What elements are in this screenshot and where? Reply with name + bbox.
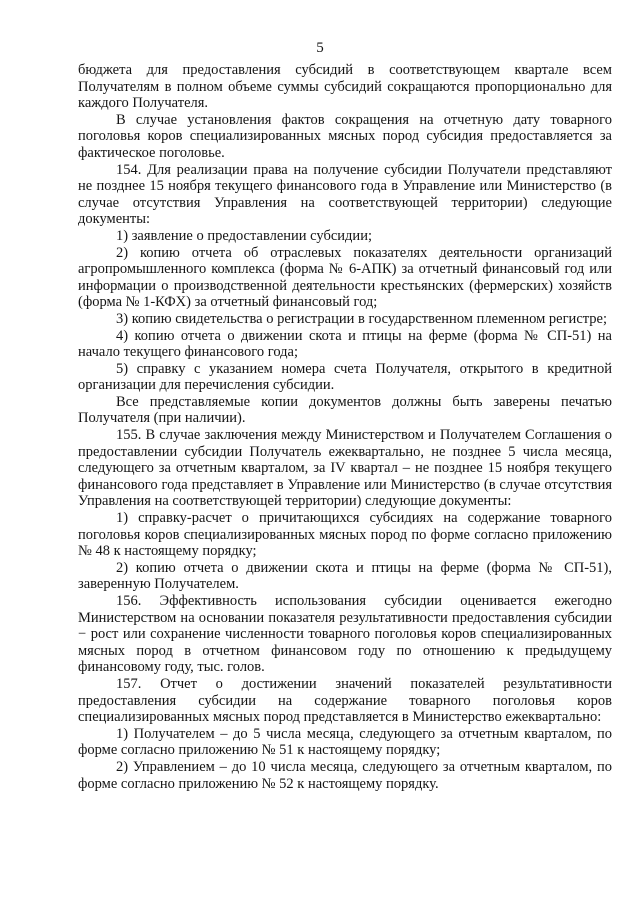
list-item-154-5: 5) справку с указанием номера счета Получателя, открытого в кредитной организации для перечисления субсидии. [78, 360, 612, 394]
paragraph-reduction-note: В случае установления фактов сокращения на отчетную дату товарного поголовья коров специализированных мясных пород субсидия предоставляется за фактическое поголовье. [78, 111, 612, 161]
paragraph-clause-156: 156. Эффективность использования субсидии оценивается ежегодно Министерством на основании показателя результативности предоставления субсидии − рост или сохранение численности товарного поголовья коров специализированных мясных пород в отчетном финансовом году по отношению к предыдущему финансовому году, тыс. голов. [78, 593, 612, 676]
list-item-155-2: 2) копию отчета о движении скота и птицы на ферме (форма № СП-51), заверенную Получателем. [78, 559, 612, 593]
paragraph-certification-note: Все представляемые копии документов должны быть заверены печатью Получателя (при наличии). [78, 393, 612, 427]
paragraph-continuation: бюджета для предоставления субсидий в соответствующем квартале всем Получателям в полном объеме суммы субсидий сокращаются пропорционально для каждого Получателя. [78, 62, 612, 112]
list-item-154-2: 2) копию отчета об отраслевых показателях деятельности организаций агропромышленного комплекса (форма № 6-АПК) за отчетный финансовый год или информации о производственной деятельности крестьянских (фермерских) хозяйств (форма № 1-КФХ) за отчетный финансовый год; [78, 244, 612, 311]
page-number: 5 [316, 40, 324, 56]
list-item-154-1: 1) заявление о предоставлении субсидии; [116, 227, 372, 244]
paragraph-clause-155: 155. В случае заключения между Министерством и Получателем Соглашения о предоставлении субсидии Получатель ежеквартально, не позднее 5 числа месяца, следующего за отчетным кварталом, за IV квартал – не позднее 15 ноября текущего финансового года представляет в Управление или Министерство (в случае отсутствия Управления на соответствующей территории) следующие документы: [78, 427, 612, 510]
paragraph-clause-157: 157. Отчет о достижении значений показателей результативности предоставления субсидии на содержание товарного поголовья коров специализированных мясных пород представляется в Министерство ежеквартально: [78, 675, 612, 726]
list-item-157-1: 1) Получателем – до 5 числа месяца, следующего за отчетным кварталом, по форме согласно приложению № 51 к настоящему порядку; [78, 725, 612, 759]
list-item-155-1: 1) справку-расчет о причитающихся субсидиях на содержание товарного поголовья коров специализированных мясных пород по форме согласно приложению № 48 к настоящему порядку; [78, 510, 612, 560]
document-body [78, 62, 612, 792]
list-item-157-2: 2) Управлением – до 10 числа месяца, следующего за отчетным кварталом, по форме согласно приложению № 52 к настоящему порядку. [78, 758, 612, 792]
paragraph-clause-154: 154. Для реализации права на получение субсидии Получатели представляют не позднее 15 ноября текущего финансового года в Управление или Министерство (в случае отсутствия Управления на соответствующей территории) следующие документы: [78, 161, 612, 228]
list-item-154-4: 4) копию отчета о движении скота и птицы на ферме (форма № СП-51) на начало текущего финансового года; [78, 327, 612, 361]
list-item-154-3: 3) копию свидетельства о регистрации в государственном племенном регистре; [116, 310, 607, 327]
